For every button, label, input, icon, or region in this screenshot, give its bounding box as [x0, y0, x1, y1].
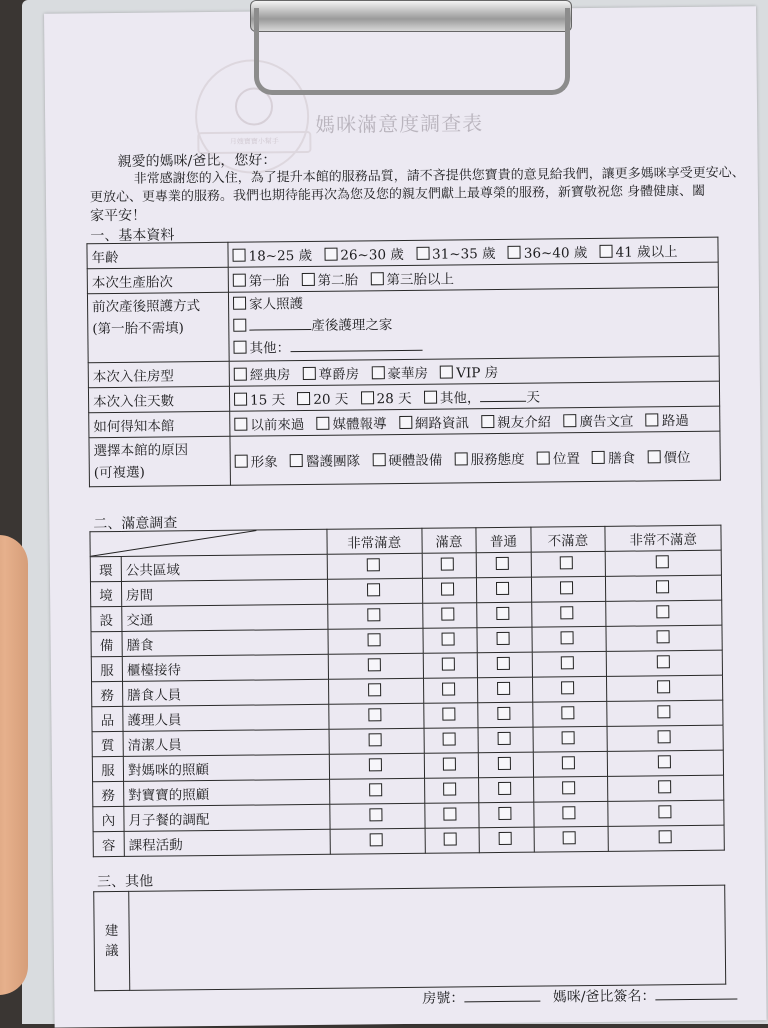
rating-cell [606, 575, 722, 601]
rating-checkbox[interactable] [497, 682, 510, 695]
rating-checkbox[interactable] [562, 706, 575, 719]
section3-heading: 三、其他 [97, 873, 154, 891]
know-option-5: 廣告文宣 [579, 413, 634, 431]
rating-checkbox[interactable] [368, 708, 381, 721]
item-label: 清潔人員 [123, 729, 329, 756]
rating-cell [607, 725, 723, 751]
page-title: 媽咪滿意度調查表 [315, 111, 484, 137]
reason-checkbox-7[interactable] [647, 450, 660, 463]
rating-cell [477, 652, 532, 678]
care-options [228, 287, 719, 361]
rating-checkbox[interactable] [498, 782, 511, 795]
intro-line-3: 家平安！ [90, 207, 147, 225]
care-checkbox-1[interactable] [233, 297, 246, 310]
rating-cell [424, 728, 479, 754]
days-option-2: 20 天 [313, 391, 349, 408]
rating-checkbox[interactable] [563, 806, 576, 819]
rating-cell [425, 828, 480, 854]
rating-cell [608, 825, 724, 851]
reason-label-cell [89, 436, 231, 486]
rating-cell [329, 803, 424, 829]
rating-cell [477, 577, 532, 603]
know-checkbox-5[interactable] [563, 414, 576, 427]
diagonal-line [90, 531, 256, 557]
rating-checkbox[interactable] [443, 707, 456, 720]
rating-cell [478, 752, 533, 778]
days-blank-line[interactable] [480, 401, 526, 402]
room-option-2: 尊爵房 [318, 366, 360, 383]
days-checkbox-4[interactable] [424, 391, 437, 404]
rating-cell [425, 803, 480, 829]
days-suffix: 天 [526, 389, 540, 406]
item-label: 對寶寶的照顧 [124, 779, 330, 806]
item-label: 對媽咪的照顧 [123, 754, 329, 781]
rating-cell [423, 703, 478, 729]
birth-checkbox-2[interactable] [302, 273, 315, 286]
section2-heading: 二、滿意調查 [93, 515, 178, 533]
group-char: 內 [93, 806, 124, 831]
care-other-line[interactable] [290, 350, 422, 352]
days-option-1: 15 天 [249, 392, 286, 409]
rating-cell [329, 728, 424, 754]
rating-cell [327, 578, 422, 604]
group-char: 務 [93, 781, 124, 806]
reason-checkbox-2[interactable] [290, 454, 303, 467]
rating-checkbox[interactable] [368, 733, 381, 746]
reason-option-4: 服務態度 [470, 451, 525, 469]
group-char: 服 [91, 656, 122, 681]
rating-checkbox[interactable] [560, 581, 573, 594]
rating-cell [328, 653, 423, 679]
days-label: 本次入住天數 [88, 386, 229, 412]
rating-checkbox[interactable] [657, 680, 670, 693]
know-option-3: 網路資訊 [414, 415, 470, 432]
room-option-3: 豪華房 [387, 365, 428, 383]
rating-cell [534, 826, 609, 852]
days-option-4: 其他， [439, 390, 481, 407]
level-header-1: 非常滿意 [326, 528, 421, 554]
rating-cell [606, 550, 722, 576]
rating-checkbox[interactable] [561, 606, 574, 619]
days-checkbox-3[interactable] [361, 391, 374, 404]
rating-checkbox[interactable] [561, 681, 574, 694]
basic-info-table [86, 237, 721, 488]
rating-cell [533, 776, 608, 802]
rating-checkbox[interactable] [658, 805, 671, 818]
birth-option-3: 第三胎以上 [386, 271, 455, 289]
rating-cell [424, 778, 479, 804]
suggestion-char-1: 建 [104, 923, 119, 940]
rating-cell [478, 702, 533, 728]
know-label: 如何得知本館 [89, 411, 230, 437]
know-checkbox-6[interactable] [646, 413, 659, 426]
care-label-note: (第一胎不需填) [92, 320, 184, 338]
rating-cell [423, 628, 478, 654]
group-char: 容 [93, 831, 124, 856]
rating-cell [607, 700, 723, 726]
rating-checkbox[interactable] [366, 558, 379, 571]
rating-checkbox[interactable] [656, 655, 669, 668]
level-header-5: 非常不滿意 [605, 525, 721, 551]
age-option-3: 31~35 歲 [432, 246, 496, 263]
rating-cell [532, 651, 607, 677]
rating-cell [608, 800, 724, 826]
days-checkbox-1[interactable] [234, 393, 247, 406]
rating-checkbox[interactable] [369, 833, 382, 846]
age-option-5: 41 歲以上 [615, 244, 678, 261]
room-checkbox-1[interactable] [234, 368, 247, 381]
rating-checkbox[interactable] [657, 755, 670, 768]
rating-checkbox[interactable] [442, 657, 455, 670]
item-label: 房間 [121, 579, 327, 606]
reason-checkbox-1[interactable] [235, 455, 248, 468]
footer [422, 987, 737, 1008]
care-label-cell [87, 292, 229, 362]
rating-cell [478, 677, 533, 703]
know-checkbox-4[interactable] [481, 415, 494, 428]
rating-checkbox[interactable] [657, 730, 670, 743]
rating-cell [423, 678, 478, 704]
suggestion-char-2: 議 [105, 942, 119, 960]
rating-cell [478, 727, 533, 753]
item-label: 膳食人員 [123, 679, 329, 706]
survey-sheet [44, 6, 767, 1027]
age-checkbox-2[interactable] [324, 248, 337, 261]
rating-checkbox[interactable] [562, 731, 575, 744]
reason-option-3: 硬體設備 [388, 452, 443, 470]
rating-checkbox[interactable] [656, 630, 669, 643]
rating-checkbox[interactable] [563, 831, 576, 844]
rating-checkbox[interactable] [367, 658, 380, 671]
rating-checkbox[interactable] [497, 657, 510, 670]
reason-option-5: 位置 [552, 451, 580, 468]
rating-cell [329, 753, 424, 779]
care-option-3: 其他： [249, 340, 291, 357]
rating-checkbox[interactable] [367, 633, 380, 646]
rating-cell [477, 602, 532, 628]
rating-cell [329, 778, 424, 804]
rating-checkbox[interactable] [496, 557, 509, 570]
item-label: 公共區域 [121, 554, 327, 581]
metal-clip[interactable] [250, 0, 572, 96]
item-label: 交通 [122, 604, 328, 631]
room-number-label: 房號： [422, 990, 465, 1007]
rating-cell [531, 576, 606, 602]
group-char: 服 [92, 756, 123, 781]
rating-cell [606, 600, 722, 626]
rating-cell [533, 726, 608, 752]
age-option-4: 36~40 歲 [523, 245, 588, 262]
rating-checkbox[interactable] [441, 557, 454, 570]
age-checkbox-5[interactable] [600, 245, 613, 258]
suggestion-area[interactable] [129, 885, 726, 990]
know-option-1: 以前來過 [250, 417, 305, 434]
birth-checkbox-3[interactable] [370, 272, 383, 285]
rating-cell [423, 653, 478, 679]
item-label: 膳食 [122, 629, 328, 656]
reason-label: 選擇本館的原因 [93, 442, 189, 460]
age-option-1: 18~25 歲 [248, 247, 313, 265]
item-label: 護理人員 [123, 704, 329, 731]
reason-checkbox-4[interactable] [455, 452, 468, 465]
level-header-3: 普通 [476, 527, 531, 553]
signature-line[interactable] [656, 999, 738, 1001]
group-char: 境 [90, 581, 121, 606]
age-label: 年齡 [87, 242, 228, 268]
rating-cell [532, 701, 607, 727]
rating-cell [327, 603, 422, 629]
care-blank-line[interactable] [249, 329, 311, 331]
item-label: 月子餐的調配 [124, 804, 330, 831]
birth-label: 本次生產胎次 [87, 267, 228, 293]
logo-ribbon: 月嫂寶寶小幫手 [197, 131, 311, 154]
days-option-3: 28 天 [376, 390, 412, 408]
rating-cell [424, 753, 479, 779]
rating-cell [328, 628, 423, 654]
rating-checkbox[interactable] [442, 632, 455, 645]
room-option-4: VIP 房 [456, 364, 499, 382]
item-label: 課程活動 [124, 829, 330, 856]
table-row [93, 825, 724, 857]
intro-line-2: 更放心、更專業的服務。我們也期待能再次為您及您的親友們獻上最尊榮的服務，新寶敬祝您 身體健康、闔 [89, 183, 706, 206]
finger [0, 535, 28, 995]
item-label: 櫃檯接待 [122, 654, 328, 681]
rating-cell [422, 603, 477, 629]
rating-checkbox[interactable] [658, 830, 671, 843]
age-checkbox-1[interactable] [232, 249, 245, 262]
age-option-2: 26~30 歲 [340, 246, 404, 264]
rating-cell [607, 650, 723, 676]
reason-option-1: 形象 [250, 454, 278, 471]
clip-loop [254, 8, 570, 95]
rating-cell [422, 553, 477, 579]
rating-checkbox[interactable] [444, 782, 457, 795]
intro-line-1: 非常感謝您的入住，為了提升本館的服務品質，請不吝提供您寶貴的意見給我們，讓更多媽咪享受更安心、 [133, 165, 745, 187]
reason-label-note: (可複選) [93, 464, 145, 482]
room-checkbox-3[interactable] [371, 366, 384, 379]
group-char: 務 [92, 681, 123, 706]
rating-cell [531, 551, 606, 577]
rating-checkbox[interactable] [367, 583, 380, 596]
care-checkbox-2[interactable] [233, 319, 246, 332]
rating-checkbox[interactable] [369, 783, 382, 796]
group-char: 質 [92, 731, 123, 756]
rating-checkbox[interactable] [561, 656, 574, 669]
age-checkbox-4[interactable] [508, 246, 521, 259]
room-label: 本次入住房型 [88, 361, 229, 387]
care-label: 前次產後照護方式 [92, 298, 201, 316]
room-number-line[interactable] [464, 1001, 540, 1003]
rating-checkbox[interactable] [444, 807, 457, 820]
suggestion-table [93, 885, 726, 992]
rating-cell [479, 777, 534, 803]
rating-cell [328, 703, 423, 729]
rating-checkbox[interactable] [442, 607, 455, 620]
rating-checkbox[interactable] [497, 707, 510, 720]
rating-cell [330, 828, 425, 854]
rating-checkbox[interactable] [656, 605, 669, 618]
rating-checkbox[interactable] [657, 705, 670, 718]
birth-option-2: 第二胎 [317, 272, 359, 289]
rating-cell [606, 625, 722, 651]
rating-cell [422, 578, 477, 604]
rating-cell [608, 750, 724, 776]
rating-checkbox[interactable] [496, 582, 509, 595]
suggestion-label-cell [94, 891, 130, 990]
rating-checkbox[interactable] [369, 808, 382, 821]
level-header-2: 滿意 [422, 528, 477, 554]
rating-checkbox[interactable] [498, 832, 511, 845]
rating-cell [531, 601, 606, 627]
rating-checkbox[interactable] [496, 632, 509, 645]
rating-checkbox[interactable] [368, 758, 381, 771]
rating-checkbox[interactable] [441, 582, 454, 595]
age-checkbox-3[interactable] [416, 247, 429, 260]
rating-checkbox[interactable] [368, 683, 381, 696]
reason-options [230, 431, 720, 485]
reason-checkbox-6[interactable] [592, 451, 605, 464]
rating-checkbox[interactable] [658, 780, 671, 793]
room-checkbox-4[interactable] [440, 365, 453, 378]
rating-cell [479, 802, 534, 828]
rating-checkbox[interactable] [655, 555, 668, 568]
care-option-1: 家人照護 [248, 296, 304, 313]
section1-heading: 一、基本資料 [90, 227, 175, 245]
rating-checkbox[interactable] [443, 757, 456, 770]
care-checkbox-3[interactable] [233, 341, 246, 354]
group-char: 環 [90, 556, 121, 581]
rating-checkbox[interactable] [498, 807, 511, 820]
level-header-4: 不滿意 [530, 526, 605, 552]
birth-option-1: 第一胎 [248, 273, 290, 290]
diagonal-header [90, 529, 327, 556]
rating-cell [607, 675, 723, 701]
greeting: 親愛的媽咪/爸比，您好： [117, 152, 277, 170]
group-char: 備 [91, 631, 122, 656]
know-option-4: 親友介紹 [497, 414, 552, 432]
rating-checkbox[interactable] [444, 832, 457, 845]
room-option-1: 經典房 [249, 367, 291, 384]
rating-checkbox[interactable] [496, 607, 509, 620]
know-checkbox-2[interactable] [317, 417, 330, 430]
rating-checkbox[interactable] [561, 631, 574, 644]
know-option-2: 媒體報導 [332, 416, 387, 433]
care-option-2: 產後護理之家 [311, 317, 393, 334]
reason-checkbox-5[interactable] [537, 451, 550, 464]
rating-cell [608, 775, 724, 801]
rating-checkbox[interactable] [563, 781, 576, 794]
rating-checkbox[interactable] [442, 682, 455, 695]
days-checkbox-2[interactable] [297, 392, 310, 405]
rating-checkbox[interactable] [367, 608, 380, 621]
group-char: 設 [91, 606, 122, 631]
rating-checkbox[interactable] [562, 756, 575, 769]
know-option-6: 路過 [661, 412, 689, 430]
rating-checkbox[interactable] [560, 556, 573, 569]
reason-option-6: 膳食 [608, 450, 636, 467]
reason-checkbox-3[interactable] [372, 453, 385, 466]
rating-checkbox[interactable] [498, 757, 511, 770]
rating-cell [533, 801, 608, 827]
rating-checkbox[interactable] [497, 732, 510, 745]
room-checkbox-2[interactable] [303, 367, 316, 380]
rating-cell [533, 751, 608, 777]
rating-checkbox[interactable] [443, 732, 456, 745]
rating-cell [477, 627, 532, 653]
rating-checkbox[interactable] [656, 580, 669, 593]
rating-cell [476, 552, 531, 578]
rating-cell [532, 626, 607, 652]
rating-cell [479, 827, 534, 853]
rating-cell [327, 553, 422, 579]
reason-option-7: 價位 [663, 449, 691, 467]
know-checkbox-1[interactable] [234, 418, 247, 431]
satisfaction-table [89, 525, 724, 858]
birth-checkbox-1[interactable] [233, 274, 246, 287]
reason-option-2: 醫護團隊 [305, 453, 361, 471]
group-char: 品 [92, 706, 123, 731]
rating-cell [532, 676, 607, 702]
rating-cell [328, 678, 423, 704]
know-checkbox-3[interactable] [399, 416, 412, 429]
signature-label: 媽咪/爸比簽名： [552, 988, 656, 1006]
